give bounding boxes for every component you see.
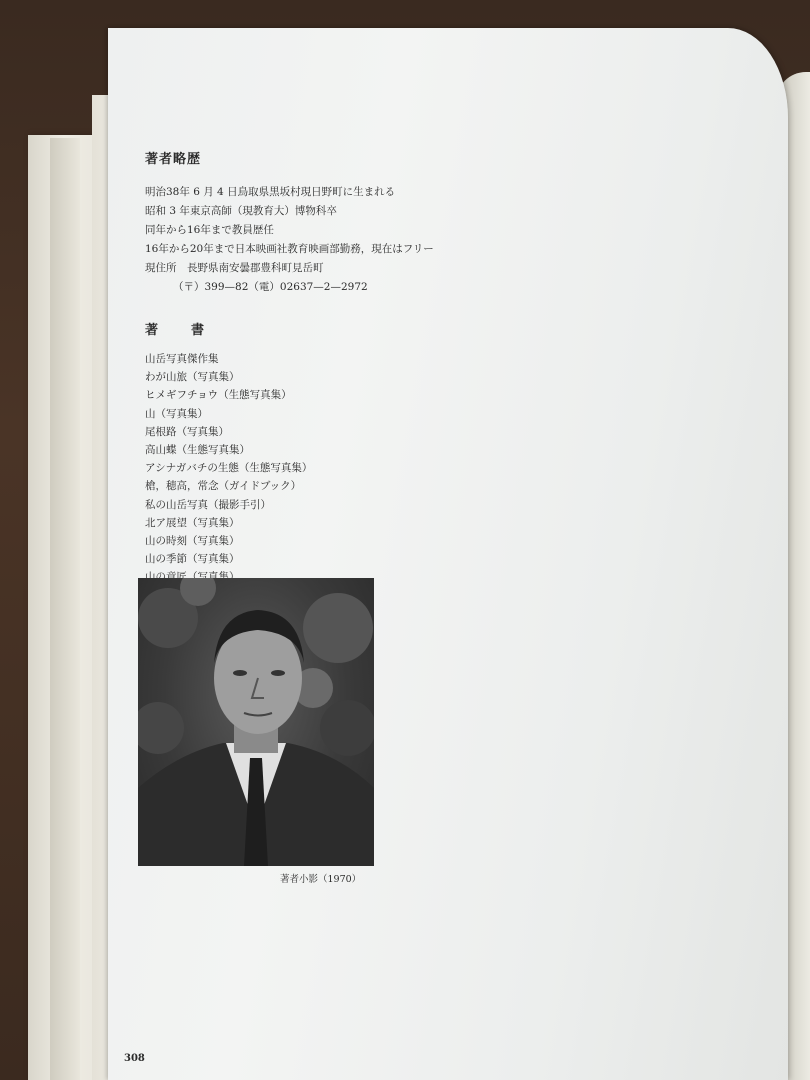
author-portrait-icon	[138, 578, 374, 866]
page-content	[145, 148, 434, 605]
works-item: アシナガバチの生態（生態写真集）	[145, 462, 313, 475]
works-list	[145, 350, 434, 605]
photo-caption: 著者小影（1970）	[280, 874, 362, 885]
works-item: 槍，穂高，常念（ガイドブック）	[145, 480, 302, 493]
works-item: 山岳写真傑作集	[145, 353, 219, 365]
works-item: わが山旅（写真集）	[145, 371, 240, 384]
book-cover-edge	[50, 138, 80, 1080]
biography-line: 昭和 3 年東京高師（現教育大）博物科卒	[145, 205, 337, 217]
author-photo	[138, 578, 374, 866]
works-heading: 著 書	[145, 323, 215, 338]
biography-line: 同年から16年まで教員歴任	[145, 224, 274, 236]
biography-heading: 著者略歴	[145, 152, 202, 167]
works-item: 山の季節（写真集）	[145, 553, 240, 566]
biography-line: 現住所 長野県南安曇郡豊科町見岳町	[145, 262, 324, 274]
page-number: 308	[124, 1053, 145, 1064]
works-item: 北ア展望（写真集）	[145, 516, 240, 529]
biography-list	[145, 183, 434, 297]
works-item: 尾根路（写真集）	[145, 425, 229, 438]
works-item: 高山蝶（生態写真集）	[145, 444, 250, 457]
biography-line: 明治38年 6 月 4 日鳥取県黒坂村現日野町に生まれる	[145, 186, 396, 198]
biography-line: （〒）399—82（電）02637—2—2972	[173, 281, 368, 293]
biography-line: 16年から20年まで日本映画社教育映画部勤務，現在はフリー	[145, 243, 434, 255]
works-item: 山の時刻（写真集）	[145, 535, 240, 548]
works-item: 山（写真集）	[145, 407, 208, 420]
works-item: ヒメギフチョウ（生態写真集）	[145, 389, 292, 402]
works-item: 私の山岳写真（撮影手引）	[145, 498, 271, 511]
